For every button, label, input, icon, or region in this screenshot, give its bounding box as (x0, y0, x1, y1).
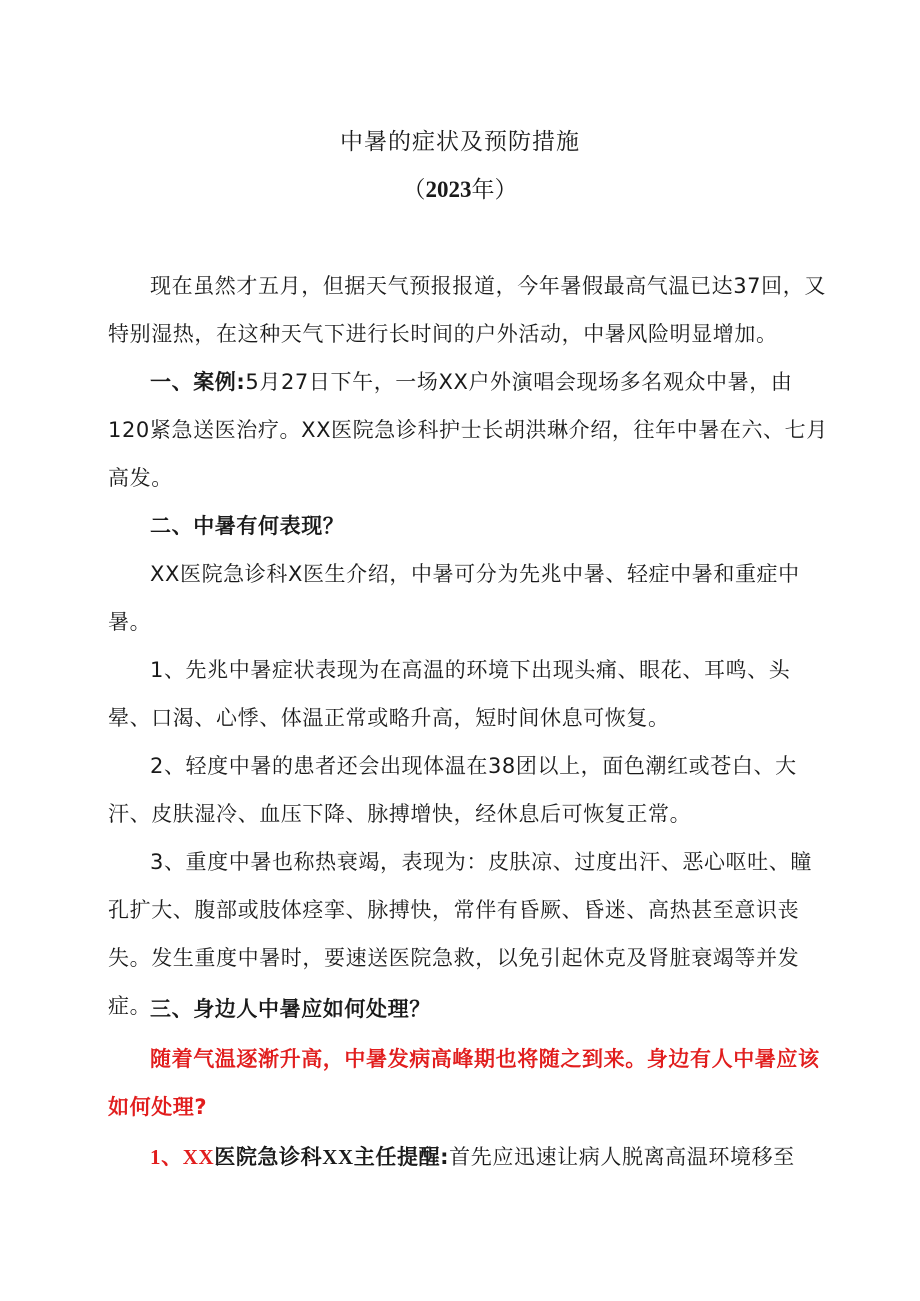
tip-xx-director: XX (322, 1145, 354, 1169)
case-heading: 一、案例: (150, 370, 246, 394)
case-text: 5月27日下午，一场XX户外演唱会现场多名观众中暑，由120紧急送医治疗。XX医院急诊科护士长胡洪琳介绍，往年中暑在六、七月高发。 (108, 370, 828, 490)
year-suffix: 年） (471, 177, 518, 203)
tip-hospital-dept: 医院急诊科 (214, 1145, 323, 1169)
year-value: 2023 (425, 177, 472, 202)
tip-text: 首先应迅速让病人脱离高温环境移至 (449, 1145, 795, 1169)
symptom-item-3: 3、重度中暑也称热衰竭，表现为：皮肤凉、过度出汗、恶心呕吐、瞳孔扩大、腹部或肢体痉挛、脉搏快，常伴有昏厥、昏迷、高热甚至意识丧失。发生重度中暑时，要速送医院急救，以免引起休克及肾脏衰竭等并发症。 (108, 850, 812, 1018)
year-open-paren: （ (402, 177, 426, 203)
doctor-tip-paragraph (108, 1133, 828, 1181)
symptoms-intro: XX医院急诊科X医生介绍，中暑可分为先兆中暑、轻症中暑和重症中暑。 (108, 562, 800, 634)
tip-number: 1、 (150, 1145, 183, 1169)
symptom-item-2: 2、轻度中暑的患者还会出现体温在38团以上，面色潮红或苍白、大汗、皮肤湿冷、血压下降、脉搏增快，经休息后可恢复正常。 (108, 754, 797, 826)
handling-highlight: 随着气温逐渐升高，中暑发病高峰期也将随之到来。身边有人中暑应该如何处理? (108, 1047, 820, 1119)
tip-xx-hospital: XX (182, 1145, 215, 1169)
tip-role: 主任提醒: (353, 1145, 450, 1169)
document-title: 中暑的症状及预防措施 (340, 129, 580, 155)
handling-heading: 三、身边人中暑应如何处理？ (150, 997, 431, 1021)
symptoms-heading: 二、中暑有何表现？ (150, 514, 345, 538)
symptom-item-1: 1、先兆中暑症状表现为在高温的环境下出现头痛、眼花、耳鸣、头晕、口渴、心悸、体温正常或略升高，短时间休息可恢复。 (108, 658, 791, 730)
case-paragraph (108, 358, 828, 502)
document-year (0, 172, 920, 208)
intro-paragraph: 现在虽然才五月，但据天气预报报道，今年暑假最高气温已达37回，又特别湿热，在这种天气下进行长时间的户外活动，中暑风险明显增加。 (108, 274, 826, 346)
